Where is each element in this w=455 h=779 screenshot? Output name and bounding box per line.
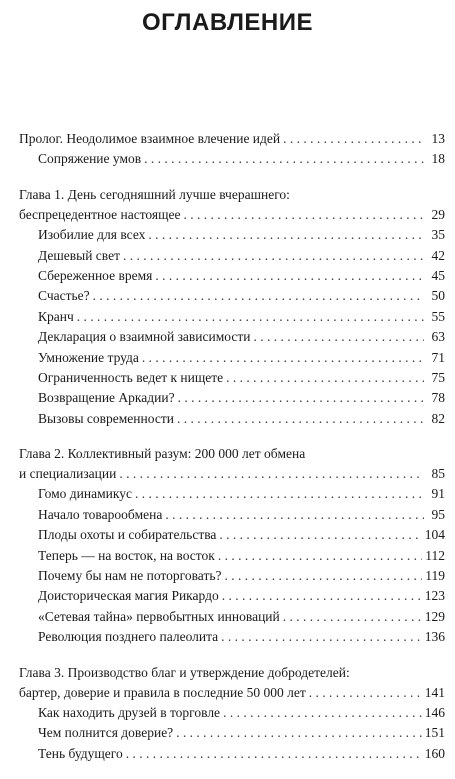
toc-entry[interactable] [0,246,455,266]
table-of-contents [0,129,455,779]
chapter-heading[interactable]: Глава 3. Производство благ и утверждение добродетелей: [19,664,350,680]
toc-entry-label: Гомо динамикус [38,486,132,502]
toc-entry[interactable] [0,368,455,388]
toc-entry-page: 146 [424,704,445,720]
dot-leader [223,703,422,723]
dot-leader [77,307,424,327]
toc-entry-label: Ограниченность ведет к нищете [38,369,224,385]
dot-leader [184,205,424,225]
toc-entry-label: Революция позднего палеолита [38,629,219,645]
toc-entry-label: Сбереженное время [38,267,153,283]
dot-leader [253,327,424,347]
toc-entry[interactable] [0,546,455,566]
chapter-2-section [0,444,455,648]
toc-entry-page: 91 [431,486,445,502]
toc-entry-page: 78 [431,390,445,406]
toc-entry-label: Дешевый свет [38,247,120,263]
prologue-section [0,129,455,170]
toc-entry[interactable] [0,525,455,545]
toc-entry-label: Кранч [38,308,74,324]
toc-entry-label: Начало товарообмена [38,506,163,522]
chapter-3-section [0,663,455,765]
dot-leader [135,484,424,504]
dot-leader [283,607,422,627]
toc-entry-label: Умножение труда [38,349,139,365]
toc-entry-page: 129 [424,608,445,624]
toc-entry[interactable] [0,607,455,627]
dot-leader [126,744,422,764]
toc-entry-page: 136 [424,629,445,645]
toc-entry-label: Чем полнится доверие? [38,725,174,741]
toc-entry[interactable] [0,149,455,169]
toc-entry-label: Изобилие для всех [38,227,146,243]
dot-leader [93,286,424,306]
toc-entry-label: Доисторическая магия Рикардо [38,588,219,604]
dot-leader [221,627,422,647]
chapter-title-line[interactable] [0,464,455,484]
dot-leader [155,266,424,286]
chapter-heading[interactable]: Глава 1. День сегодняшний лучше вчерашнего: [19,186,290,202]
toc-entry-page: 75 [431,369,445,385]
toc-entry-label: Возвращение Аркадии? [38,390,175,406]
toc-entry[interactable] [0,566,455,586]
toc-entry-page: 71 [431,349,445,365]
toc-entry[interactable] [0,388,455,408]
toc-entry-label: Пролог. Неодолимое взаимное влечение идей [19,131,281,146]
toc-entry-page: 160 [424,745,445,761]
toc-entry[interactable] [0,703,455,723]
dot-leader [144,149,424,169]
toc-entry-page: 151 [424,725,445,741]
toc-entry-page: 123 [424,588,445,604]
toc-entry-label: и специализации [19,466,117,482]
chapter-1-section [0,185,455,429]
dot-leader [222,586,422,606]
toc-entry-label: беспрецедентное настоящее [19,206,181,222]
toc-entry-label: Как находить друзей в торговле [38,704,221,720]
toc-entry[interactable] [0,505,455,525]
toc-entry-page: 18 [431,151,445,167]
toc-entry-label: Тень будущего [38,745,123,761]
toc-entry-label: бартер, доверие и правила в последние 50 000 лет [19,684,306,700]
toc-entry[interactable] [0,307,455,327]
chapter-title-line[interactable] [0,205,455,225]
toc-entry-page: 35 [431,227,445,243]
toc-entry-page: 112 [425,547,445,563]
toc-entry[interactable] [0,723,455,743]
toc-entry-page: 119 [425,568,445,584]
toc-entry-label: Почему бы нам не поторговать? [38,568,222,584]
toc-entry[interactable] [0,409,455,429]
toc-entry-label: «Сетевая тайна» первобытных инноваций [38,608,280,624]
toc-entry[interactable] [0,225,455,245]
toc-entry-page: 42 [431,247,445,263]
dot-leader [142,348,424,368]
toc-entry-label: Декларация о взаимной зависимости [38,329,251,345]
dot-leader [283,129,424,149]
toc-entry-page: 29 [431,206,445,222]
toc-entry[interactable] [0,327,455,347]
toc-entry-page: 104 [424,527,445,543]
toc-entry-page: 63 [431,329,445,345]
toc-entry[interactable] [0,266,455,286]
dot-leader [225,566,423,586]
dot-leader [226,368,424,388]
toc-entry[interactable] [0,348,455,368]
toc-entry-page: 45 [431,267,445,283]
toc-entry-page: 85 [431,466,445,482]
page-title: ОГЛАВЛЕНИЕ [141,9,314,36]
toc-entry-label: Теперь — на восток, на восток [38,547,215,563]
chapter-heading[interactable]: Глава 2. Коллективный разум: 200 000 лет обмена [19,446,306,462]
dot-leader [148,225,424,245]
toc-entry-page: 141 [424,684,445,700]
dot-leader [178,388,424,408]
dot-leader [218,546,422,566]
toc-entry-label: Вызовы современности [38,410,174,426]
toc-entry-page: 95 [431,506,445,522]
dot-leader [177,409,424,429]
dot-leader [165,505,424,525]
toc-entry-page: 82 [431,410,445,426]
toc-entry-prologue[interactable] [0,129,455,149]
toc-entry[interactable] [0,484,455,504]
toc-entry[interactable] [0,744,455,764]
toc-entry-label: Плоды охоты и собирательства [38,527,217,543]
dot-leader [123,246,424,266]
toc-entry-page: 55 [431,308,445,324]
toc-entry[interactable] [0,586,455,606]
dot-leader [119,464,424,484]
dot-leader [176,723,422,743]
dot-leader [219,525,421,545]
toc-entry[interactable] [0,627,455,647]
toc-entry-label: Счастье? [38,288,90,304]
toc-entry-page: 50 [431,288,445,304]
toc-entry[interactable] [0,286,455,306]
toc-entry-page: 13 [431,131,445,146]
toc-entry-label: Сопряжение умов [38,151,142,167]
